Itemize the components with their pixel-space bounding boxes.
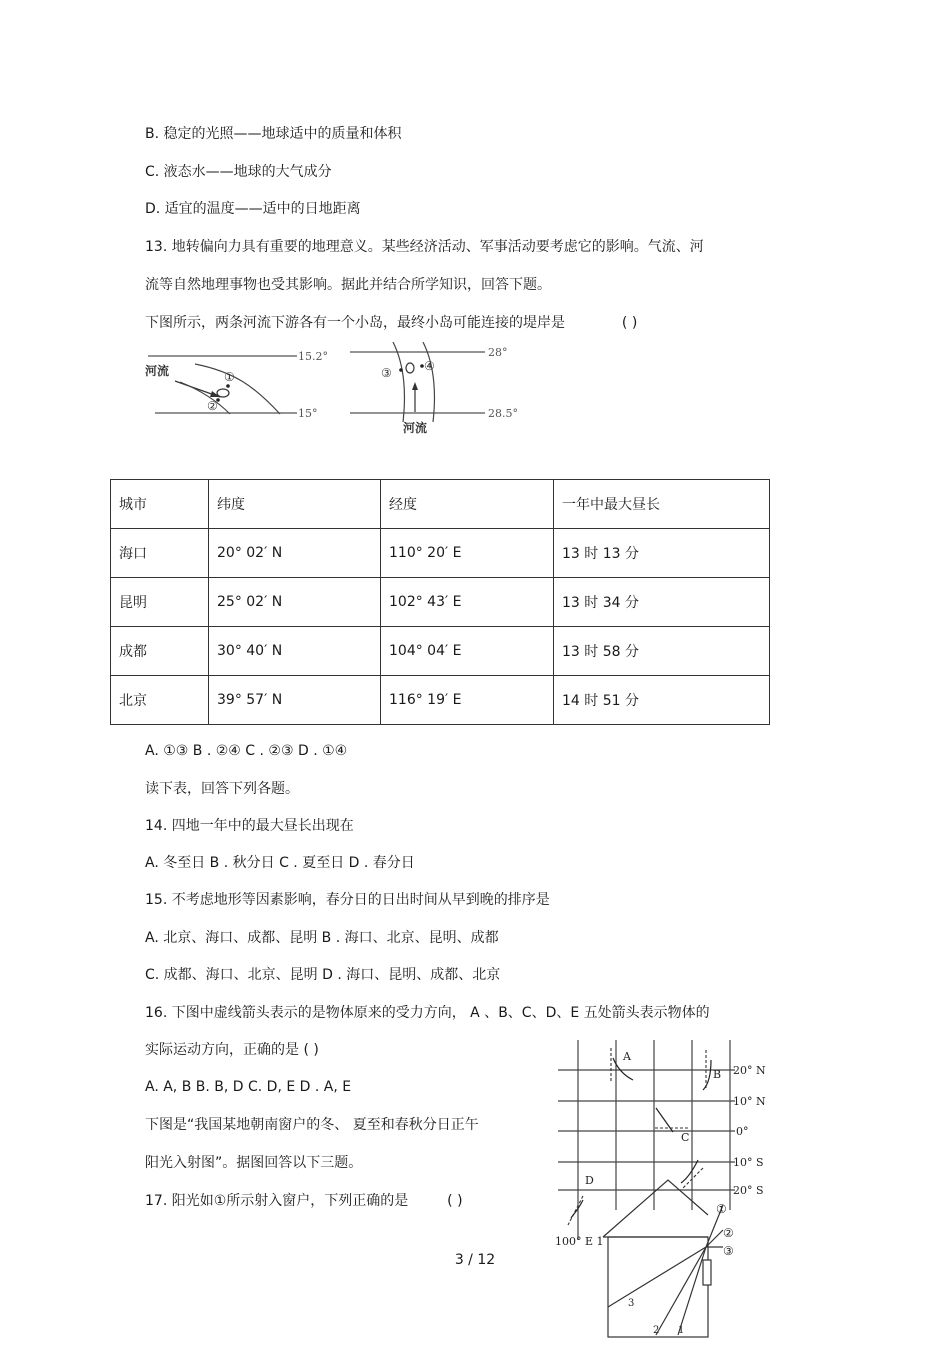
table-cell: 14 时 51 分 [554,676,770,725]
marker-3: ③ [381,366,392,380]
ray-3-label: ③ [723,1244,734,1258]
table-cell: 13 时 34 分 [554,578,770,627]
table-row [111,676,770,725]
window-intro-1: 下图是“我国某地朝南窗户的冬、 夏至和春秋分日正午 [145,1117,479,1133]
table-cell: 成都 [111,627,209,676]
grid-label-b: B [713,1068,722,1081]
table-header-cell: 经度 [381,480,554,529]
grid-label-c: C [681,1131,690,1144]
lat-10n: 10° N [733,1095,766,1108]
table-header-cell: 纬度 [209,480,381,529]
answer-paren: ( ) [447,1193,463,1209]
lat-20n: 20° N [733,1064,766,1077]
marker-4: ④ [424,359,435,373]
river-label-left: 河流 [145,364,170,378]
table-cell: 30° 40′ N [209,627,381,676]
question-16-options: A. A, B B. B, D C. D, E D . A, E [145,1079,352,1095]
question-13-intro-1: 13. 地转偏向力具有重要的地理意义。某些经济活动、军事活动要考虑它的影响。气流、河 [145,239,704,255]
table-row [111,578,770,627]
river-figure-right [350,342,518,435]
table-cell: 13 时 13 分 [554,529,770,578]
city-daylength-table [110,479,770,725]
table-cell: 110° 20′ E [381,529,554,578]
page-number: 3 / 12 [454,1252,496,1268]
marker-2: ② [207,399,218,413]
table-cell: 昆明 [111,578,209,627]
table-cell: 102° 43′ E [381,578,554,627]
option-12b: B. 稳定的光照——地球适中的质量和体积 [145,126,402,142]
window-intro-2: 阳光入射图”。据图回答以下三题。 [145,1155,363,1171]
longitude-label: 100° E 1 [555,1235,604,1248]
table-cell: 海口 [111,529,209,578]
table-cell: 39° 57′ N [209,676,381,725]
question-14-stem: 14. 四地一年中的最大昼长出现在 [145,818,354,834]
marker-1: ① [224,370,235,384]
question-17-stem-text: 17. 阳光如①所示射入窗户，下列正确的是 [145,1193,409,1209]
ray-1-label: ① [716,1202,727,1216]
question-16-line-2: 实际运动方向，正确的是 ( ) [145,1042,319,1058]
table-row [111,529,770,578]
river-figure-left [145,350,328,420]
ray-2-label: ② [723,1226,734,1240]
table-header-row [111,480,770,529]
lat-10s: 10° S [733,1156,764,1169]
table-cell: 25° 02′ N [209,578,381,627]
lat-28-5: 28.5° [488,407,518,420]
table-cell: 20° 02′ N [209,529,381,578]
question-15-options-ab: A. 北京、海口、成都、昆明 B . 海口、北京、昆明、成都 [145,930,499,946]
question-13-intro-2: 流等自然地理事物也受其影响。据此并结合所学知识，回答下题。 [145,277,551,293]
table-row [111,627,770,676]
question-13-stem-text: 下图所示，两条河流下游各有一个小岛，最终小岛可能连接的堤岸是 [145,315,565,331]
angle-3-label: 3 [628,1298,635,1309]
table-header-cell: 一年中最大昼长 [554,480,770,529]
table-cell: 116° 19′ E [381,676,554,725]
angle-2-label: 2 [653,1325,660,1336]
angle-1-label: 1 [678,1325,685,1336]
lat-28: 28° [488,346,508,359]
grid-label-a: A [623,1050,631,1063]
question-16-line-1: 16. 下图中虚线箭头表示的是物体原来的受力方向， A 、B、C、D、E 五处箭头表示物体的 [145,1005,710,1021]
table-intro: 读下表，回答下列各题。 [145,781,299,797]
option-12c: C. 液态水——地球的大气成分 [145,164,332,180]
question-13-stem [145,313,637,333]
option-12d: D. 适宜的温度——适中的日地距离 [145,201,361,217]
question-14-options: A. 冬至日 B . 秋分日 C . 夏至日 D . 春分日 [145,855,415,871]
lat-0: 0° [736,1125,749,1138]
answer-paren: ( ) [621,315,638,331]
river-deflection-figure [145,342,525,437]
question-15-stem: 15. 不考虑地形等因素影响，春分日的日出时间从早到晚的排序是 [145,892,550,908]
grid-label-d: D [585,1174,594,1187]
question-13-options: A. ①③ B . ②④ C . ②③ D . ①④ [145,743,348,759]
lat-15-2: 15.2° [298,350,328,363]
river-label-right: 河流 [403,421,428,435]
table-header-cell: 城市 [111,480,209,529]
lat-20s: 20° S [733,1184,764,1197]
question-17-stem [145,1191,463,1211]
table-cell: 104° 04′ E [381,627,554,676]
table-cell: 北京 [111,676,209,725]
question-15-options-cd: C. 成都、海口、北京、昆明 D . 海口、昆明、成都、北京 [145,967,501,983]
table-cell: 13 时 58 分 [554,627,770,676]
lat-15: 15° [298,407,318,420]
